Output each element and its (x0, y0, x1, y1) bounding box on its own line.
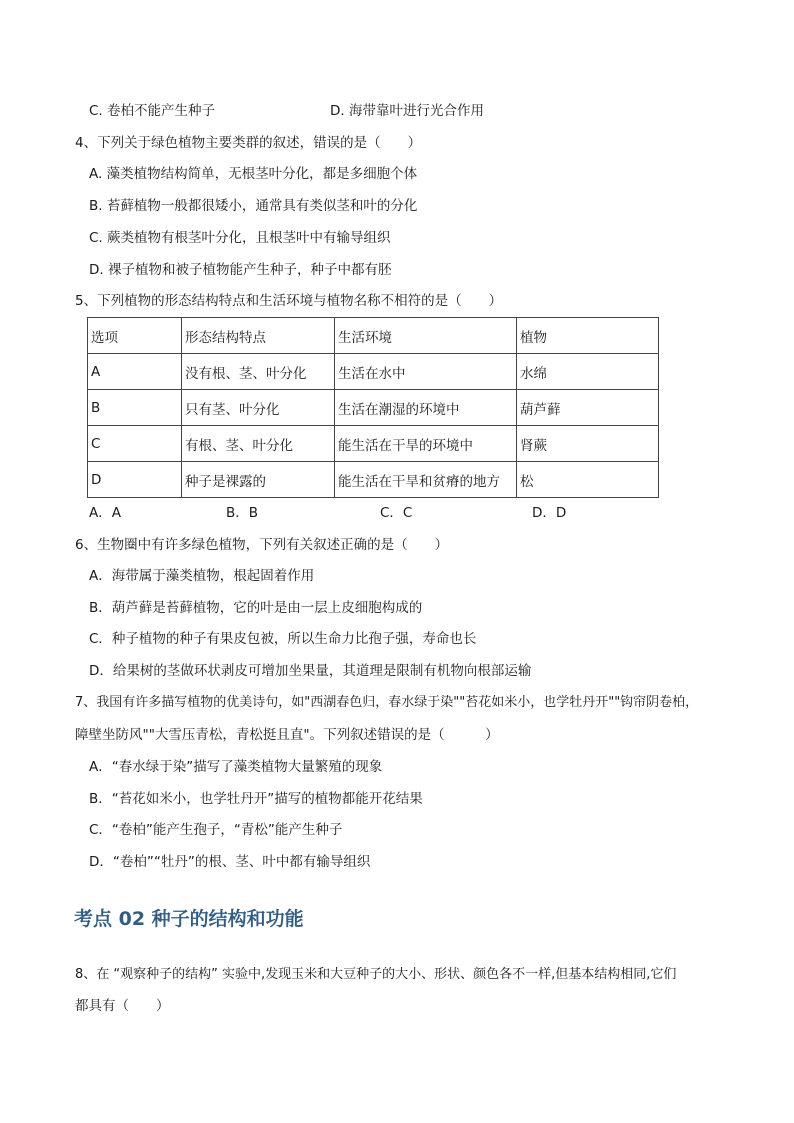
q7-option-b: B．“苔花如米小，也学牡丹开”描写的植物都能开花结果 (89, 791, 423, 807)
table-cell: 水绵 (517, 354, 659, 390)
table-cell: A (88, 354, 182, 390)
q7-option-c: C．“卷柏”能产生孢子，“青松”能产生种子 (89, 822, 343, 838)
q5-answer-a: A．A (89, 505, 121, 521)
table-cell: 肾蕨 (517, 426, 659, 462)
table-header-cell: 植物 (517, 318, 659, 354)
q7-stem-line1: 7、我国有许多描写植物的优美诗句，如"西湖春色归，春水绿于染""苔花如米小，也学牡丹开""钩帘阴卷柏， (75, 695, 699, 710)
table-cell: B (88, 390, 182, 426)
table-row (88, 390, 659, 426)
q5-answer-d: D．D (532, 505, 567, 521)
table-header-cell: 选项 (88, 318, 182, 354)
q5-table (87, 317, 659, 498)
q4-option-c: C. 蕨类植物有根茎叶分化，且根茎叶中有输导组织 (89, 230, 391, 246)
q5-answer-b: B．B (226, 505, 259, 521)
q3-option-d: D. 海带靠叶进行光合作用 (330, 103, 484, 119)
table-cell: 葫芦藓 (517, 390, 659, 426)
table-cell: 生活在水中 (335, 354, 517, 390)
q6-option-b: B．葫芦藓是苔藓植物，它的叶是由一层上皮细胞构成的 (89, 600, 423, 616)
table-cell: D (88, 462, 182, 498)
q6-option-c: C．种子植物的种子有果皮包被，所以生命力比孢子强，寿命也长 (89, 631, 477, 647)
q8-stem-line2: 都具有（ ） (75, 998, 170, 1014)
q4-option-a: A. 藻类植物结构简单，无根茎叶分化，都是多细胞个体 (89, 166, 418, 182)
table-row (88, 462, 659, 498)
table-cell: 松 (517, 462, 659, 498)
table-header-row (88, 318, 659, 354)
section-heading: 考点 02 种子的结构和功能 (74, 908, 304, 930)
table-cell: 生活在潮湿的环境中 (335, 390, 517, 426)
q3-option-c: C. 卷柏不能产生种子 (89, 103, 216, 119)
table-row (88, 354, 659, 390)
q7-stem-line2: 障壁坐防风""大雪压青松，青松挺且直"。下列叙述错误的是（ ） (75, 727, 499, 743)
q7-option-a: A．“春水绿于染”描写了藻类植物大量繁殖的现象 (89, 759, 383, 775)
q6-stem: 6、生物圈中有许多绿色植物，下列有关叙述正确的是（ ） (75, 537, 449, 553)
q6-option-d: D．给果树的茎做环状剥皮可增加坐果量，其道理是限制有机物向根部运输 (89, 663, 532, 679)
q5-stem: 5、下列植物的形态结构特点和生活环境与植物名称不相符的是（ ） (75, 293, 503, 309)
q7-option-d: D．“卷柏”“牡丹”的根、茎、叶中都有输导组织 (89, 854, 371, 870)
table-cell: C (88, 426, 182, 462)
q4-option-d: D. 裸子植物和被子植物能产生种子，种子中都有胚 (89, 262, 392, 278)
table-cell: 有根、茎、叶分化 (182, 426, 335, 462)
table-header-cell: 生活环境 (335, 318, 517, 354)
q4-option-b: B. 苔藓植物一般都很矮小，通常具有类似茎和叶的分化 (89, 198, 418, 214)
table-cell: 能生活在干旱和贫瘠的地方 (335, 462, 517, 498)
q6-option-a: A．海带属于藻类植物，根起固着作用 (89, 568, 315, 584)
table-cell: 能生活在干旱的环境中 (335, 426, 517, 462)
table-row (88, 426, 659, 462)
table-header-cell: 形态结构特点 (182, 318, 335, 354)
table-cell: 没有根、茎、叶分化 (182, 354, 335, 390)
q5-answer-c: C．C (380, 505, 413, 521)
table-cell: 种子是裸露的 (182, 462, 335, 498)
q4-stem: 4、下列关于绿色植物主要类群的叙述，错误的是（ ） (75, 135, 422, 151)
table-cell: 只有茎、叶分化 (182, 390, 335, 426)
q8-stem-line1: 8、在 “观察种子的结构” 实验中,发现玉米和大豆种子的大小、形状、颜色各不一样,但基本结构相同,它们 (75, 967, 677, 982)
